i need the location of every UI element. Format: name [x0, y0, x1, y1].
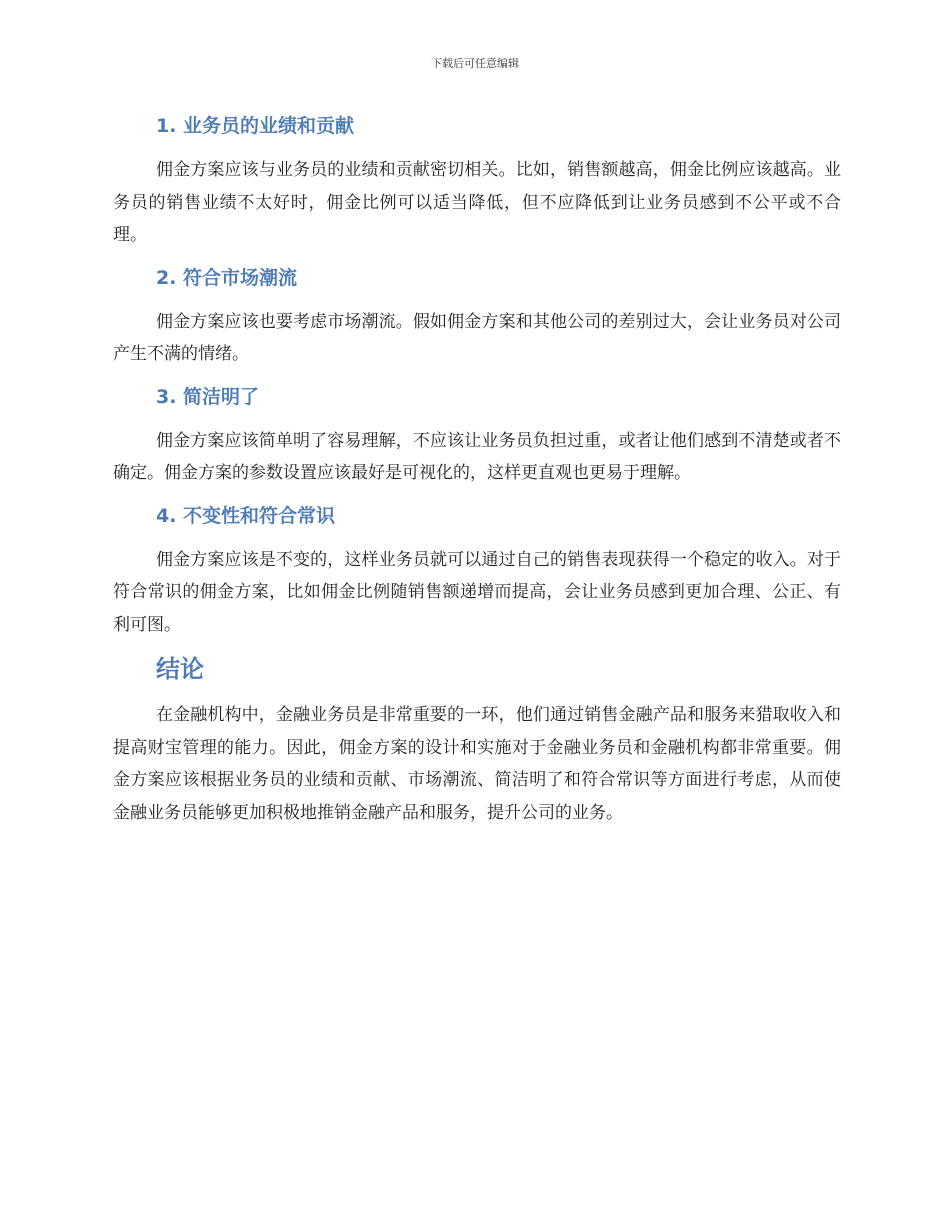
conclusion-heading: 结论 [156, 655, 204, 683]
document-body [113, 108, 841, 837]
section-heading-4: 4. 不变性和符合常识 [156, 504, 336, 527]
conclusion-paragraph: 在金融机构中，金融业务员是非常重要的一环，他们通过销售金融产品和服务来猎取收入和提高财宝管理的能力。因此，佣金方案的设计和实施对于金融业务员和金融机构都非常重要。佣金方案应该根据业务员的业绩和贡献、市场潮流、简洁明了和符合常识等方面进行考虑，从而使金融业务员能够更加积极地推销金融产品和服务，提升公司的业务。 [113, 705, 841, 823]
section-heading-3: 3. 简洁明了 [156, 385, 260, 408]
section-heading-1: 1. 业务员的业绩和贡献 [156, 115, 355, 137]
section-paragraph-4: 佣金方案应该是不变的，这样业务员就可以通过自己的销售表现获得一个稳定的收入。对于符合常识的佣金方案，比如佣金比例随销售额递增而提高，会让业务员感到更加合理、公正、有利可图。 [113, 549, 841, 635]
section-heading-2: 2. 符合市场潮流 [156, 266, 298, 289]
section-paragraph-3: 佣金方案应该简单明了容易理解，不应该让业务员负担过重，或者让他们感到不清楚或者不确定。佣金方案的参数设置应该最好是可视化的，这样更直观也更易于理解。 [113, 430, 841, 483]
section-paragraph-1: 佣金方案应该与业务员的业绩和贡献密切相关。比如，销售额越高，佣金比例应该越高。业务员的销售业绩不太好时，佣金比例可以适当降低，但不应降低到让业务员感到不公平或不合理。 [113, 160, 841, 245]
page-header-note: 下载后可任意编辑 [431, 57, 519, 70]
section-paragraph-2: 佣金方案应该也要考虑市场潮流。假如佣金方案和其他公司的差别过大，会让业务员对公司产生不满的情绪。 [113, 311, 841, 364]
